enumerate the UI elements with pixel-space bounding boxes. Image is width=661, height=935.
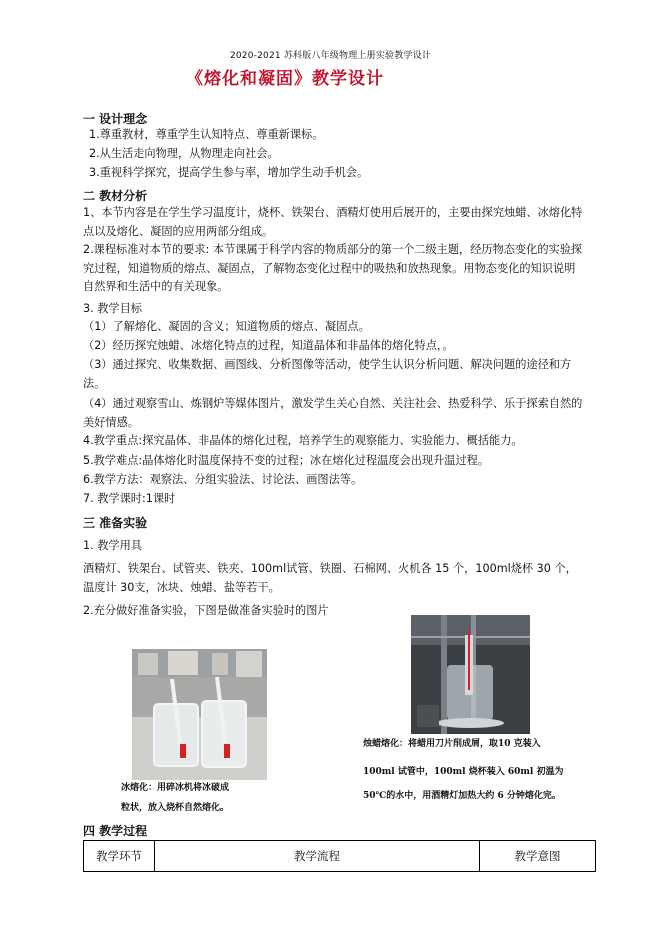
wax-caption-line-3: 50℃的水中，用酒精灯加热大约 6 分钟熔化完。 bbox=[363, 791, 561, 801]
tools-heading: 1. 教学用具 bbox=[83, 539, 142, 552]
ice-melting-photo bbox=[132, 649, 267, 780]
ice-caption-line-1: 冰熔化：用碎冰机将冰破成 bbox=[121, 783, 230, 793]
teaching-focus: 4.教学重点:探究晶体、非晶体的熔化过程，培养学生的观察能力、实验能力、概括能力。 bbox=[83, 434, 523, 447]
sec1-item-1: 1.尊重教材，尊重学生认知特点、尊重新课标。 bbox=[89, 128, 324, 141]
sec2-paragraph-1: 1、本节内容是在学生学习温度计，烧杯、铁架台、酒精灯使用后展开的，主要由探究烛蜡、冰熔化特点以及熔化、凝固的应用两部分组成。 bbox=[83, 206, 583, 238]
teaching-hours: 7. 教学课时:1课时 bbox=[83, 492, 176, 505]
teaching-method: 6.教学方法：观察法、分组实验法、讨论法、画图法等。 bbox=[83, 473, 363, 486]
goal-heading: 3. 教学目标 bbox=[83, 302, 142, 315]
teaching-difficulty: 5.教学难点:晶体熔化时温度保持不变的过程；冰在熔化过程温度会出现升温过程。 bbox=[83, 454, 490, 467]
sec1-item-2: 2.从生活走向物理，从物理走向社会。 bbox=[89, 147, 279, 160]
prep-note: 2.充分做好准备实验，下图是做准备实验时的图片 bbox=[83, 604, 329, 617]
section-3-heading: 三 准备实验 bbox=[83, 516, 148, 530]
col-stage: 教学环节 bbox=[84, 841, 155, 872]
goal-3: （3）通过探究、收集数据、画图线、分析图像等活动，使学生认识分析问题、解决问题的途径和方法。 bbox=[83, 358, 572, 390]
col-intent: 教学意图 bbox=[480, 841, 596, 872]
sec2-paragraph-2: 2.课程标准对本节的要求: 本节课属于科学内容的物质部分的第一个二级主题，经历物态变化的实验探究过程，知道物质的熔点、凝固点，了解物态变化过程中的吸热和放热现象。用物态变化的知识说明自然界和生活中的有关现象。 bbox=[83, 243, 583, 293]
goal-2: （2）经历探究烛蜡、冰熔化特点的过程，知道晶体和非晶体的熔化特点，。 bbox=[83, 339, 454, 352]
goal-4: （4）通过观察雪山、炼钢炉等媒体图片，激发学生关心自然、关注社会、热爱科学、乐于探索自然的美好情感。 bbox=[83, 397, 583, 429]
page-header: 2020-2021 苏科版八年级物理上册实验教学设计 bbox=[229, 51, 432, 61]
sec1-item-3: 3.重视科学探究，提高学生参与率，增加学生动手机会。 bbox=[89, 166, 369, 179]
document-title: 《熔化和凝固》教学设计 bbox=[186, 69, 384, 89]
section-1-heading: 一 设计理念 bbox=[83, 112, 148, 126]
process-table bbox=[83, 840, 596, 872]
col-process: 教学流程 bbox=[155, 841, 480, 872]
table-header-row bbox=[84, 841, 596, 872]
tools-list: 酒精灯、铁架台、试管夹、铁夹、100ml试管、铁圈、石棉网、火机各 15 个，100ml烧杯 30 个，温度计 30支，冰块、烛蜡、盐等若干。 bbox=[83, 562, 577, 594]
goal-1: （1）了解熔化、凝固的含义；知道物质的熔点、凝固点。 bbox=[83, 320, 370, 333]
section-4-heading: 四 教学过程 bbox=[83, 824, 148, 838]
wax-melting-photo bbox=[411, 615, 530, 734]
section-2-heading: 二 教材分析 bbox=[83, 189, 148, 203]
wax-caption-line-2: 100ml 试管中，100ml 烧杯装入 60ml 初温为 bbox=[363, 767, 564, 777]
ice-caption-line-2: 粒状，放入烧杯自然熔化。 bbox=[121, 803, 230, 813]
wax-caption-line-1: 烛蜡熔化：将蜡用刀片削成屑，取10 克装入 bbox=[363, 739, 541, 749]
